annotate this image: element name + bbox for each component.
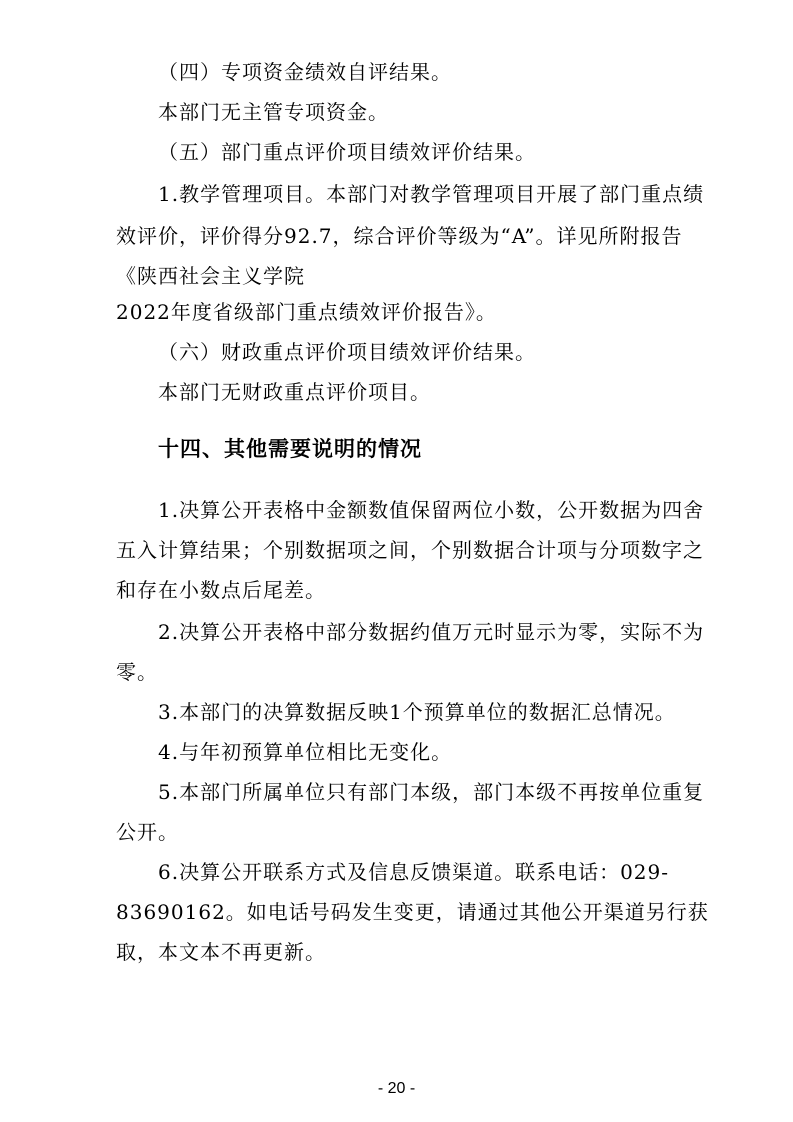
- paragraph-line: 1.教学管理项目。本部门对教学管理项目开展了部门重点绩: [158, 182, 705, 206]
- page-number: - 20 -: [377, 1080, 416, 1097]
- paragraph-line: 和存在小数点后尾差。: [116, 578, 326, 602]
- subsection-heading-5: （五）部门重点评价项目绩效评价结果。: [158, 140, 536, 164]
- paragraph-line: 五入计算结果；个别数据项之间，个别数据合计项与分项数字之: [116, 538, 704, 562]
- paragraph-line: 效评价，评价得分92.7，综合评价等级为“A”。详见所附报告: [116, 224, 683, 248]
- paragraph-line: 本部门无财政重点评价项目。: [158, 380, 431, 404]
- section-heading: 十四、其他需要说明的情况: [158, 437, 422, 461]
- subsection-heading-4: （四）专项资金绩效自评结果。: [158, 60, 452, 84]
- paragraph-line: 83690162。如电话号码发生变更，请通过其他公开渠道另行获: [116, 900, 709, 924]
- paragraph-line: 3.本部门的决算数据反映1个预算单位的数据汇总情况。: [158, 700, 676, 724]
- paragraph-line: 2.决算公开表格中部分数据约值万元时显示为零，实际不为: [158, 620, 705, 644]
- subsection-heading-6: （六）财政重点评价项目绩效评价结果。: [158, 340, 536, 364]
- paragraph-line: 《陕西社会主义学院: [116, 264, 305, 288]
- paragraph-line: 1.决算公开表格中金额数值保留两位小数，公开数据为四舍: [158, 498, 705, 522]
- paragraph-line: 4.与年初预算单位相比无变化。: [158, 740, 453, 764]
- paragraph-line: 5.本部门所属单位只有部门本级，部门本级不再按单位重复: [158, 780, 705, 804]
- paragraph-line: 公开。: [116, 820, 179, 844]
- paragraph-line: 本部门无主管专项资金。: [158, 100, 389, 124]
- paragraph-line: 2022年度省级部门重点绩效评价报告》。: [116, 300, 497, 324]
- paragraph-line: 零。: [116, 660, 158, 684]
- paragraph-line: 6.决算公开联系方式及信息反馈渠道。联系电话：029-: [158, 860, 670, 884]
- paragraph-line: 取，本文本不再更新。: [116, 940, 326, 964]
